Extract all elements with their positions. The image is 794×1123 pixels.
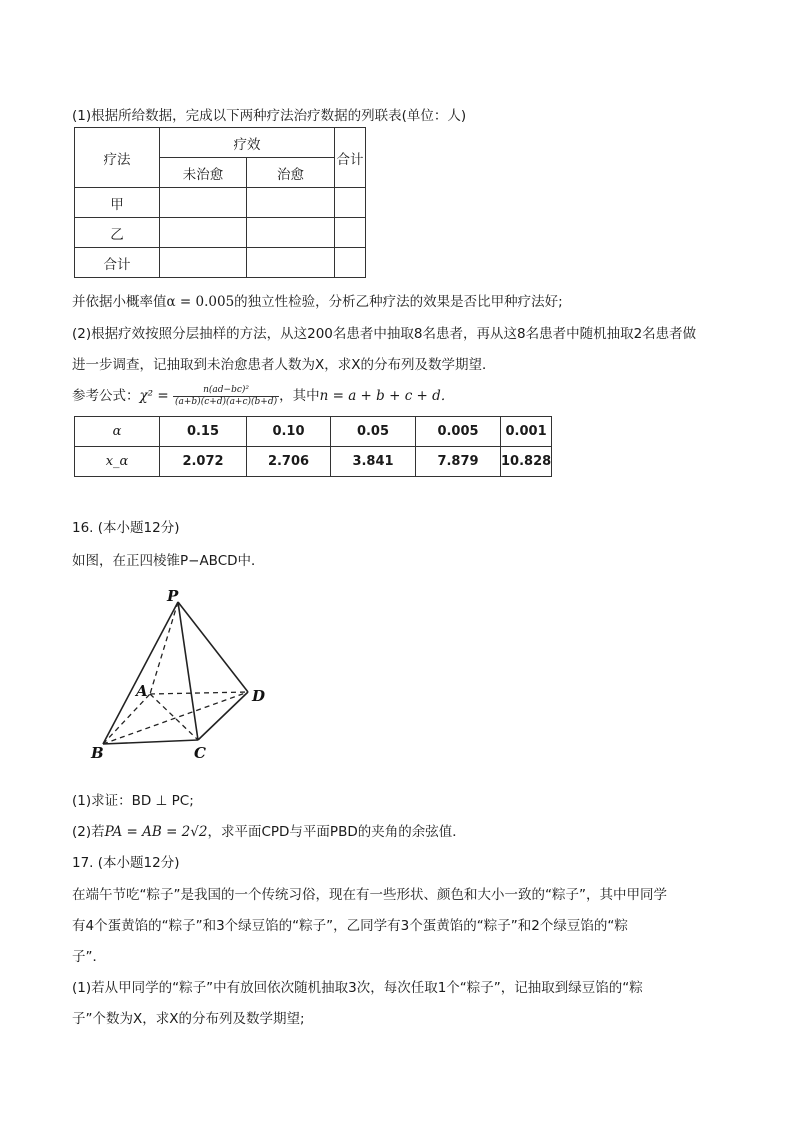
cell [335,218,366,248]
q16-intro: 如图，在正四棱锥P−ABCD中． [72,553,265,569]
alpha-cell: 0.005 [416,417,501,447]
formula-label: 参考公式： [72,388,140,404]
alpha-cell: 0.15 [160,417,247,447]
contingency-table [74,127,366,278]
row-label-yi: 乙 [75,218,160,248]
critical-value-table [74,416,552,477]
formula-numerator: n(ad−bc)² [173,385,279,397]
q17-p1: 在端午节吃“粽子”是我国的一个传统习俗，现在有一些形状、颜色和大小一致的“粽子”，其中甲同学 [72,887,667,903]
cell [335,248,366,278]
cell [247,218,335,248]
cell [247,188,335,218]
q17-part1-a: (1)若从甲同学的“粽子”中有放回依次随机抽取3次，每次任取1个“粽子”，记抽取到绿豆馅的“粽 [72,980,643,996]
cell [160,218,247,248]
q15-part1: (1)根据所给数据，完成以下两种疗法治疗数据的列联表(单位：人) [72,108,467,124]
label-p: P [167,587,179,605]
row-label-alpha: α [75,417,160,447]
alpha-cell: 0.10 [247,417,331,447]
th-cured: 治愈 [247,158,335,188]
row-label-jia: 甲 [75,188,160,218]
pyramid-figure [88,580,278,770]
cell [247,248,335,278]
x-cell: 7.879 [416,447,501,477]
x-cell: 2.706 [247,447,331,477]
q17-part1-b: 子”个数为X，求X的分布列及数学期望; [72,1011,305,1027]
alpha-cell: 0.001 [501,417,552,447]
q16-title: 16. (本小题12分) [72,520,180,536]
text: 的独立性检验，分析乙种疗法的效果是否比甲种疗法好; [234,294,563,310]
q15-test-line [72,290,563,310]
label-c: C [194,744,206,762]
text: 并依据小概率值 [72,294,167,310]
q16-part1: (1)求证：BD ⊥ PC; [72,793,194,809]
label-a: A [136,682,148,700]
cell [335,188,366,218]
th-effect: 疗效 [160,128,335,158]
alpha-cell: 0.05 [331,417,416,447]
part2-math: PA = AB = 2√2 [104,824,208,840]
q17-p2: 有4个蛋黄馅的“粽子”和3个绿豆馅的“粽子”，乙同学有3个蛋黄馅的“粽子”和2个绿豆馅的“粽 [72,918,628,934]
th-uncured: 未治愈 [160,158,247,188]
text: (2)若 [72,824,105,840]
x-cell: 3.841 [331,447,416,477]
q15-part2-b: 进一步调查，记抽取到未治愈患者人数为X，求X的分布列及数学期望． [72,357,496,373]
formula-fraction [173,385,279,408]
q15-part2-a: (2)根据疗效按照分层抽样的方法，从这200名患者中抽取8名患者，再从这8名患者中随机抽取2名患者做 [72,326,697,342]
x-alpha-label: x_α [105,454,129,469]
text: ，求平面CPD与平面PBD的夹角的余弦值． [207,824,466,840]
th-method: 疗法 [75,128,160,188]
alpha-value: α = 0.005 [166,294,235,310]
q16-part2 [72,820,466,840]
formula-chi: χ² = [139,388,169,404]
q17-title: 17. (本小题12分) [72,855,180,871]
formula-n: n = a + b + c + d． [319,388,455,404]
label-d: D [252,687,266,705]
cell [160,248,247,278]
row-label-x-alpha [75,447,160,477]
x-cell: 10.828 [501,447,552,477]
label-b: B [91,744,104,762]
x-cell: 2.072 [160,447,247,477]
reference-formula [72,384,454,408]
formula-denominator: (a+b)(c+d)(a+c)(b+d) [175,396,278,407]
cell [160,188,247,218]
th-total: 合计 [335,128,366,188]
text: ，其中 [279,388,320,404]
row-label-total: 合计 [75,248,160,278]
q17-p3: 子”． [72,949,106,965]
